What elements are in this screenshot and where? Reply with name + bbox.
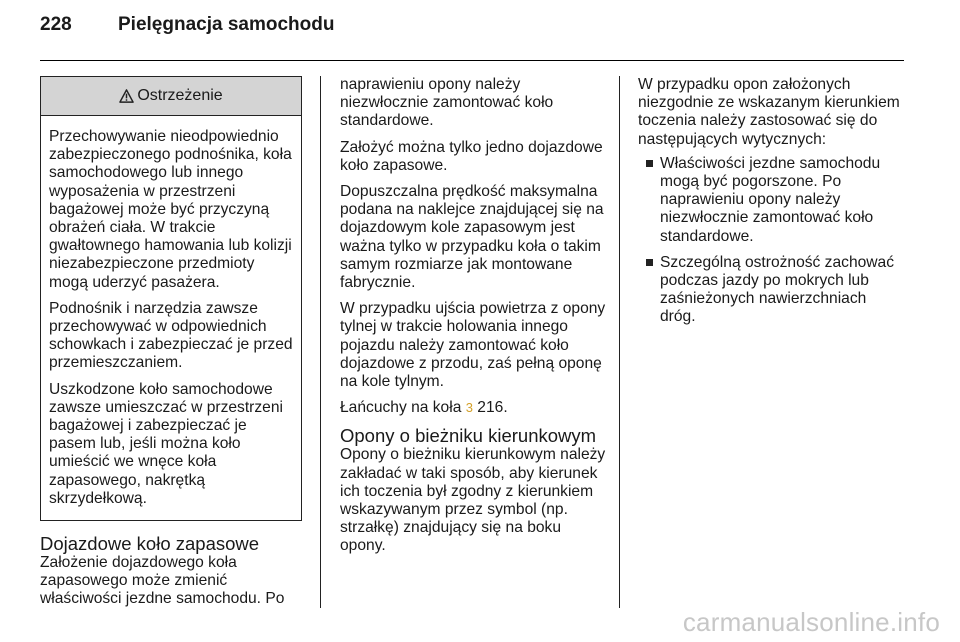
page-number: 228 — [40, 14, 72, 35]
column-right — [638, 76, 906, 335]
directional-paragraph: Opony o bieżniku kierunkowym należy zakładać w taki sposób, aby kierunek ich toczenia był zgodny z kierunkiem wskazywanym przez symbol (np. strzałkę) znajdujący się na boku opony. — [340, 446, 606, 555]
list-item: Właściwości jezdne samochodu mogą być pogorszone. Po naprawieniu opony należy niezwłocznie zamontować koło standardowe. — [638, 155, 906, 246]
warning-box — [40, 76, 302, 521]
warning-paragraph: Podnośnik i narzędzia zawsze przechowywać w odpowiednich schowkach i zabezpieczać je przed przemieszczaniem. — [49, 299, 293, 372]
guideline-list — [638, 155, 906, 327]
column-left — [40, 76, 302, 617]
chains-page-link[interactable]: 216. — [477, 399, 508, 417]
column-divider-right — [619, 76, 620, 608]
page-header — [40, 14, 334, 48]
section-title-spare-wheel: Dojazdowe koło zapasowe — [40, 533, 260, 555]
warning-paragraph: Uszkodzone koło samochodowe zawsze umieszczać w przestrzeni bagażowej i zabezpieczać je pasem lub, jeśli można koło umieścić we wnęce koła zapasowego, nakrętką skrzydełkową. — [49, 380, 283, 507]
column-middle — [340, 76, 606, 564]
directional-paragraph: W przypadku opon założonych niezgodnie ze wskazanym kierunkiem toczenia należy zastosować się do następujących wytycznych: — [638, 76, 900, 148]
page-title: Pielęgnacja samochodu — [118, 14, 335, 35]
page-reference-arrow-icon: 3 — [465, 400, 473, 416]
warning-header — [41, 77, 301, 116]
warning-paragraph: Przechowywanie nieodpowiednio zabezpieczonego podnośnika, koła samochodowego lub innego wyposażenia w przestrzeni bagażowej może być przyczyną obrażeń ciała. W trakcie gwałtownego hamowania lub kolizji niezabezpieczone przedmioty mogą uderzyć pasażera. — [49, 128, 292, 291]
spare-wheel-continued: naprawieniu opony należy niezwłocznie zamontować koło standardowe. — [340, 76, 554, 130]
warning-body — [41, 116, 301, 520]
list-item: Szczególną ostrożność zachować podczas jazdy po mokrych lub zaśnieżonych nawierzchniach dróg. — [638, 254, 906, 327]
section-title-directional-tyres: Opony o bieżniku kierunkowym — [340, 425, 597, 447]
spare-wheel-paragraph: W przypadku ujścia powietrza z opony tylnej w trakcie holowania innego pojazdu należy zamontować koło dojazdowe z przodu, zaś pełną oponę na kole tylnym. — [340, 300, 606, 391]
chains-text: Łańcuchy na koła — [340, 399, 462, 417]
warning-triangle-icon — [119, 89, 134, 103]
column-divider-left — [320, 76, 321, 608]
spare-wheel-paragraph: Dopuszczalna prędkość maksymalna podana na naklejce znajdującej się na dojazdowym kole zapasowym jest ważna tylko w przypadku koła o takim samym rozmiarze jak montowane fabrycznie. — [340, 183, 604, 292]
chains-reference — [340, 399, 606, 417]
warning-title: Ostrzeżenie — [137, 86, 223, 104]
spare-wheel-intro: Założenie dojazdowego koła zapasowego może zmienić właściwości jezdne samochodu. Po — [40, 554, 285, 608]
header-divider — [40, 60, 904, 61]
spare-wheel-paragraph: Założyć można tylko jedno dojazdowe koło zapasowe. — [340, 138, 603, 174]
watermark: carmanualsonline.info — [682, 607, 940, 637]
